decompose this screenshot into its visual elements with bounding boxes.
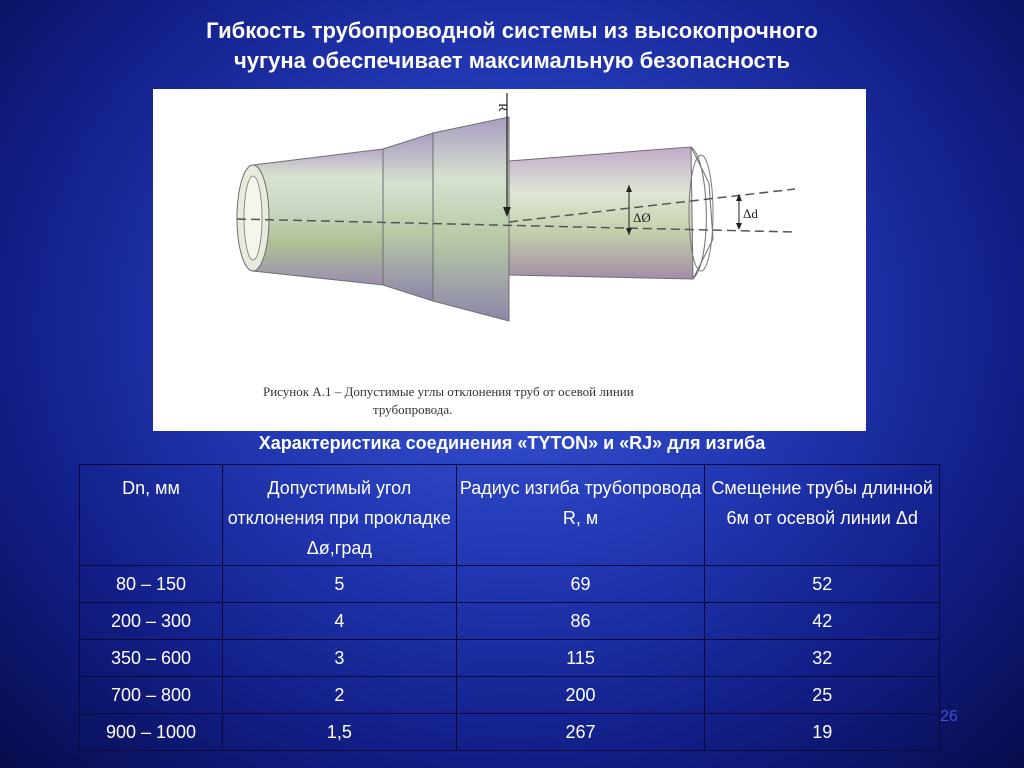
cell-dn: 350 – 600: [80, 640, 223, 677]
cell-offset: 52: [705, 566, 940, 603]
table-subtitle: Характеристика соединения «TYTON» и «RJ» для изгиба: [258, 433, 766, 453]
table-row: [80, 603, 940, 640]
cell-dn: 200 – 300: [80, 603, 223, 640]
slide-title: [0, 16, 1024, 76]
table-row: [80, 677, 940, 714]
bell-socket: [433, 117, 509, 321]
table-header-row: [80, 465, 940, 566]
joint-characteristics-table: [79, 464, 940, 751]
table-row: [80, 640, 940, 677]
header-angle: Допустимый угол отклонения при прокладке Δø,град: [222, 465, 456, 566]
spigot-pipe: [509, 147, 693, 279]
cell-radius: 200: [456, 677, 705, 714]
cell-radius: 115: [456, 640, 705, 677]
cell-radius: 267: [456, 714, 705, 751]
label-r: R: [496, 103, 511, 112]
header-dn: Dn, мм: [80, 465, 223, 566]
left-pipe-body: [253, 149, 383, 285]
header-offset: Смещение трубы длинной 6м от осевой линии Δd: [705, 465, 940, 566]
figure-caption: [263, 383, 783, 419]
figure-caption-line-1: Рисунок А.1 – Допустимые углы отклонения труб от осевой линии: [263, 384, 634, 399]
slide-number: 26: [940, 708, 958, 725]
slide-title-line-1: Гибкость трубопроводной системы из высокопрочного: [206, 18, 818, 43]
label-delta-phi: ΔØ: [633, 210, 651, 225]
figure-caption-line-2: трубопровода.: [373, 402, 453, 417]
pipe-deflection-figure: [153, 89, 866, 431]
cell-offset: 19: [705, 714, 940, 751]
label-delta-d: Δd: [743, 206, 758, 221]
cell-radius: 86: [456, 603, 705, 640]
cell-offset: 42: [705, 603, 940, 640]
header-radius: Радиус изгиба трубопровода R, м: [456, 465, 705, 566]
cell-angle: 1,5: [222, 714, 456, 751]
cell-dn: 80 – 150: [80, 566, 223, 603]
cell-angle: 2: [222, 677, 456, 714]
pipe-illustration: [153, 89, 866, 431]
table-row: [80, 714, 940, 751]
cell-dn: 900 – 1000: [80, 714, 223, 751]
table-row: [80, 566, 940, 603]
bell-taper: [383, 133, 433, 301]
slide-title-line-2: чугуна обеспечивает максимальную безопасность: [233, 48, 791, 73]
cell-angle: 5: [222, 566, 456, 603]
cell-dn: 700 – 800: [80, 677, 223, 714]
cell-angle: 4: [222, 603, 456, 640]
cell-offset: 32: [705, 640, 940, 677]
cell-angle: 3: [222, 640, 456, 677]
cell-radius: 69: [456, 566, 705, 603]
cell-offset: 25: [705, 677, 940, 714]
